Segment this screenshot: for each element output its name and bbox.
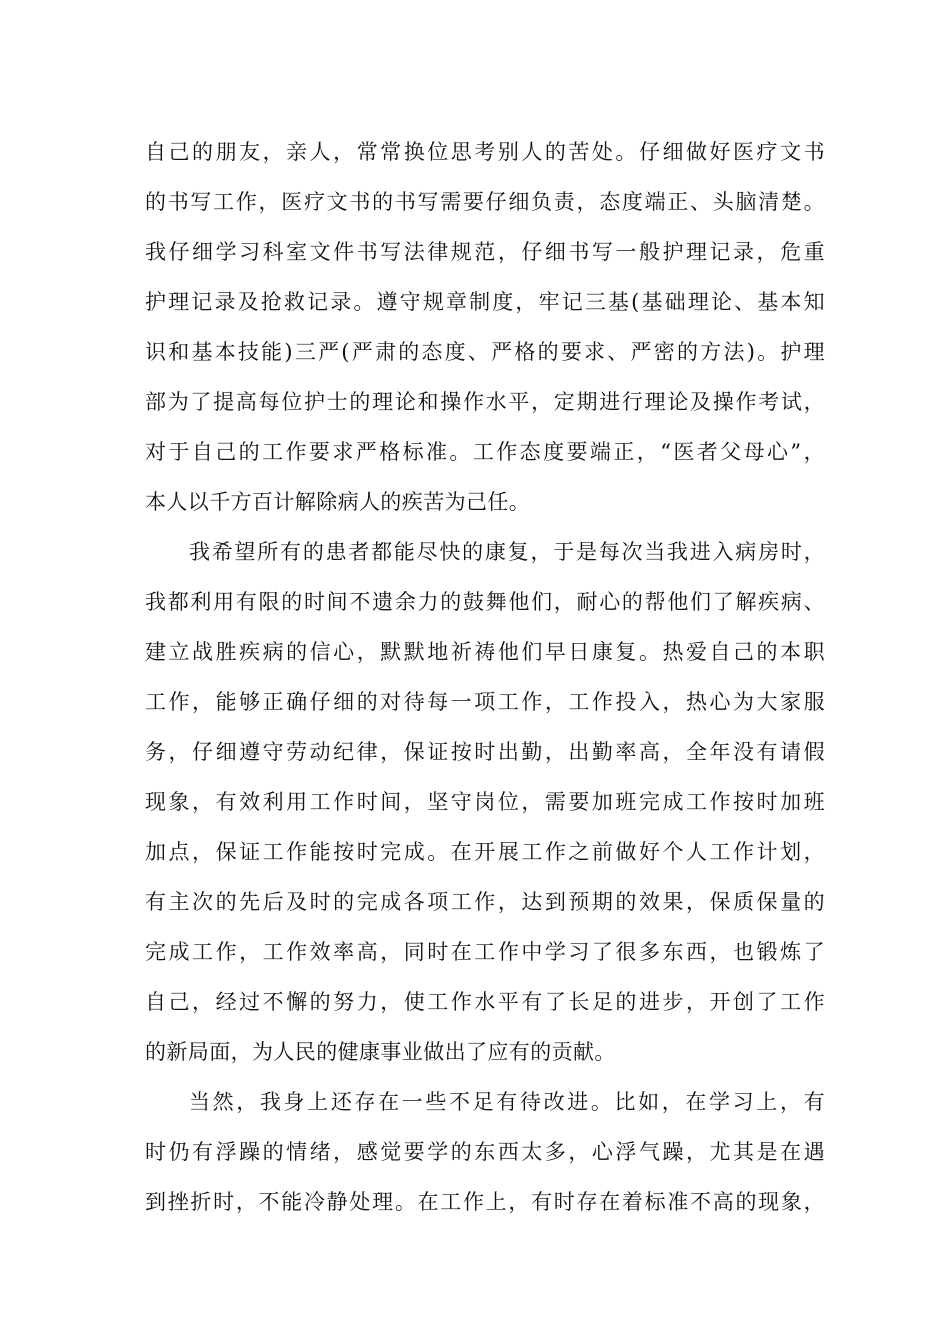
text-line: 我仔细学习科室文件书写法律规范，仔细书写一般护理记录，危重 [145, 240, 825, 264]
document-body [145, 127, 825, 1227]
text-line: 现象，有效利用工作时间，坚守岗位，需要加班完成工作按时加班 [145, 790, 825, 814]
text-line: 建立战胜疾病的信心，默默地祈祷他们早日康复。热爱自己的本职 [145, 640, 825, 664]
text-line: 务，仔细遵守劳动纪律，保证按时出勤，出勤率高，全年没有请假 [145, 740, 825, 764]
text-line: 时仍有浮躁的情绪，感觉要学的东西太多，心浮气躁，尤其是在遇 [145, 1140, 825, 1164]
text-line: 当然，我身上还存在一些不足有待改进。比如，在学习上，有 [189, 1090, 825, 1114]
text-line: 加点，保证工作能按时完成。在开展工作之前做好个人工作计划， [145, 840, 825, 864]
text-line: 我都利用有限的时间不遗余力的鼓舞他们，耐心的帮他们了解疾病、 [145, 590, 825, 614]
text-line: 完成工作，工作效率高，同时在工作中学习了很多东西，也锻炼了 [145, 940, 825, 964]
text-line: 护理记录及抢救记录。遵守规章制度，牢记三基(基础理论、基本知 [145, 290, 825, 314]
text-line: 到挫折时，不能冷静处理。在工作上，有时存在着标准不高的现象， [145, 1190, 825, 1214]
text-line: 部为了提高每位护士的理论和操作水平，定期进行理论及操作考试， [145, 390, 825, 414]
text-line: 工作，能够正确仔细的对待每一项工作，工作投入，热心为大家服 [145, 690, 825, 714]
text-line: 对于自己的工作要求严格标准。工作态度要端正，“医者父母心”， [145, 440, 825, 464]
text-line: 识和基本技能)三严(严肃的态度、严格的要求、严密的方法)。护理 [145, 340, 825, 364]
text-line: 的新局面，为人民的健康事业做出了应有的贡献。 [145, 1040, 616, 1064]
text-line: 有主次的先后及时的完成各项工作，达到预期的效果，保质保量的 [145, 890, 825, 914]
text-line: 自己的朋友，亲人，常常换位思考别人的苦处。仔细做好医疗文书 [145, 140, 825, 164]
text-line: 的书写工作，医疗文书的书写需要仔细负责，态度端正、头脑清楚。 [145, 190, 825, 214]
text-line: 自己，经过不懈的努力，使工作水平有了长足的进步，开创了工作 [145, 990, 825, 1014]
text-line: 本人以千方百计解除病人的疾苦为己任。 [145, 490, 531, 514]
text-line: 我希望所有的患者都能尽快的康复，于是每次当我进入病房时， [189, 540, 825, 564]
